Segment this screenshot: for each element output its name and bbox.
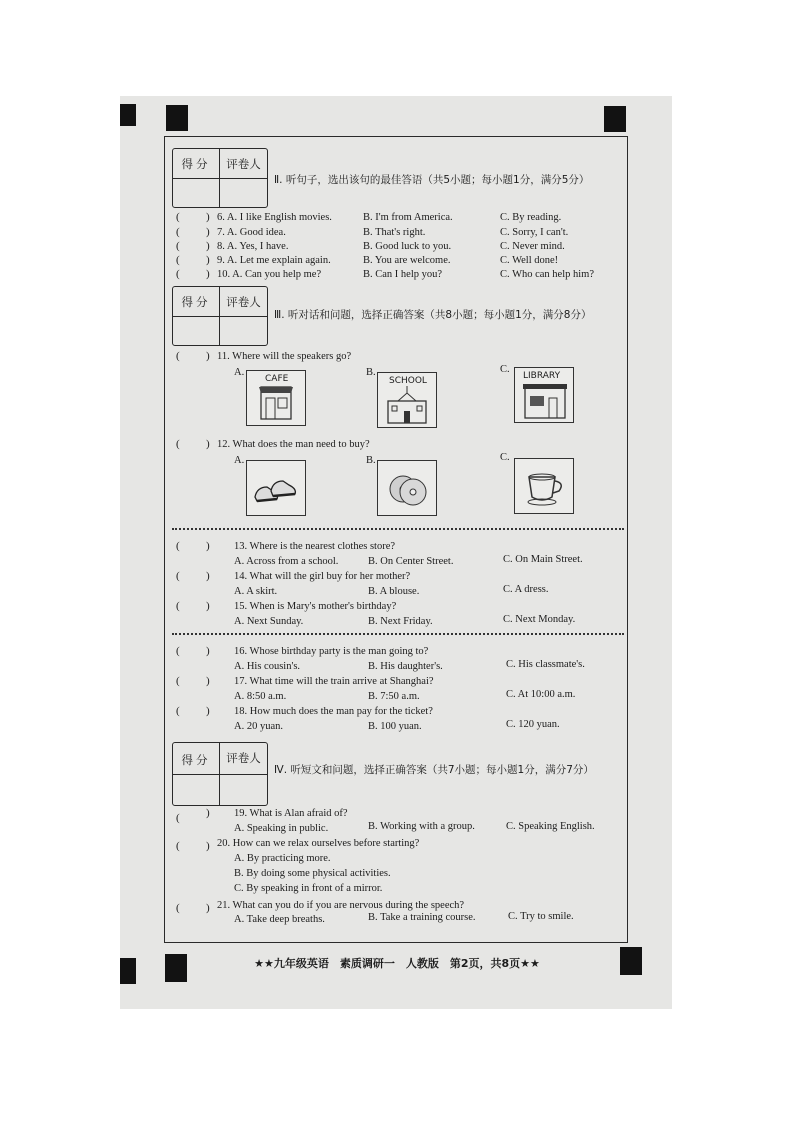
question-12 (176, 438, 616, 452)
question-15-option-b: B. Next Friday. (368, 616, 433, 627)
answer-bracket-close: ) (206, 226, 210, 238)
question-10 (176, 268, 616, 282)
question-6-option-b: B. I'm from America. (363, 212, 453, 223)
question-19-stem: 19. What is Alan afraid of? (234, 808, 348, 819)
answer-bracket-close: ) (206, 540, 210, 552)
question-7-option-a: 7. A. Good idea. (217, 227, 286, 238)
answer-bracket-open[interactable]: ( (176, 240, 180, 252)
question-9-option-c: C. Well done! (500, 255, 559, 266)
question-16-stem: 16. Whose birthday party is the man going to? (234, 646, 429, 657)
question-21-option-c: C. Try to smile. (508, 911, 574, 922)
answer-bracket-open[interactable]: ( (176, 812, 180, 824)
question-18-option-c: C. 120 yuan. (506, 719, 560, 730)
answer-bracket-close: ) (206, 268, 210, 280)
question-17 (176, 675, 616, 705)
library-picture[interactable] (514, 367, 574, 423)
score-label: 得分 (181, 295, 211, 309)
question-11-label-c: C. (500, 364, 510, 375)
cafe-picture[interactable] (246, 370, 306, 426)
answer-bracket-close: ) (206, 211, 210, 223)
question-12-label-c: C. (500, 452, 510, 463)
question-21-option-a: A. Take deep breaths. (234, 914, 325, 925)
answer-bracket-open[interactable]: ( (176, 600, 180, 612)
question-13-stem: 13. Where is the nearest clothes store? (234, 541, 396, 552)
question-11-label-b: B. (366, 367, 376, 378)
score-label: 得分 (181, 157, 211, 171)
school-sign: SCHOOL (389, 376, 427, 386)
question-17-option-b: B. 7:50 a.m. (368, 691, 420, 702)
question-19 (176, 807, 616, 837)
answer-bracket-close: ) (206, 705, 210, 717)
question-18-option-b: B. 100 yuan. (368, 721, 422, 732)
question-11-stem: 11. Where will the speakers go? (217, 351, 352, 362)
section-4-heading: Ⅳ. 听短文和问题，选择正确答案（共7小题；每小题1分，满分7分） (274, 764, 594, 776)
question-16 (176, 645, 616, 675)
page-footer: ★★九年级英语 素质调研一 人教版 第2页，共8页★★ (254, 957, 540, 970)
question-18-stem: 18. How much does the man pay for the ticket? (234, 706, 433, 717)
registration-mark-top-left-inner (166, 105, 188, 131)
question-20-option-a: A. By practicing more. (234, 853, 331, 864)
answer-bracket-close: ) (206, 350, 210, 362)
answer-bracket-close: ) (206, 807, 210, 819)
grader-label: 评卷人 (226, 157, 261, 171)
answer-bracket-open[interactable]: ( (176, 705, 180, 717)
question-9-option-a: 9. A. Let me explain again. (217, 255, 331, 266)
question-14 (176, 570, 616, 600)
question-21 (176, 899, 616, 929)
question-13 (176, 540, 616, 570)
answer-bracket-close: ) (206, 645, 210, 657)
answer-bracket-open[interactable]: ( (176, 438, 180, 450)
question-8-option-c: C. Never mind. (500, 241, 565, 252)
question-10-option-a: 10. A. Can you help me? (217, 269, 322, 280)
answer-bracket-open[interactable]: ( (176, 540, 180, 552)
score-box-section-3 (172, 286, 268, 346)
question-12-label-a: A. (234, 455, 245, 466)
grader-label: 评卷人 (226, 751, 261, 765)
question-6 (176, 211, 616, 225)
question-20-stem: 20. How can we relax ourselves before starting? (217, 838, 420, 849)
registration-mark-top-right (604, 106, 626, 132)
question-7 (176, 226, 616, 240)
question-20-option-c: C. By speaking in front of a mirror. (234, 883, 383, 894)
question-19-option-a: A. Speaking in public. (234, 823, 329, 834)
question-20 (176, 837, 616, 897)
question-18-option-a: A. 20 yuan. (234, 721, 283, 732)
question-19-option-b: B. Working with a group. (368, 821, 475, 832)
answer-bracket-open[interactable]: ( (176, 254, 180, 266)
score-box-section-2 (172, 148, 268, 208)
question-8-option-b: B. Good luck to you. (363, 241, 452, 252)
question-8 (176, 240, 616, 254)
question-19-option-c: C. Speaking English. (506, 821, 595, 832)
answer-bracket-open[interactable]: ( (176, 350, 180, 362)
cafe-sign: CAFE (265, 374, 289, 384)
question-6-option-a: 6. A. I like English movies. (217, 212, 332, 223)
question-9-option-b: B. You are welcome. (363, 255, 451, 266)
question-15-option-a: A. Next Sunday. (234, 616, 304, 627)
question-16-option-c: C. His classmate's. (506, 659, 585, 670)
answer-bracket-open[interactable]: ( (176, 211, 180, 223)
question-15-option-c: C. Next Monday. (503, 614, 576, 625)
question-13-option-c: C. On Main Street. (503, 554, 583, 565)
library-sign: LIBRARY (523, 371, 561, 381)
answer-bracket-open[interactable]: ( (176, 226, 180, 238)
score-label: 得分 (181, 753, 211, 767)
divider (172, 633, 624, 635)
question-6-option-c: C. By reading. (500, 212, 562, 223)
answer-bracket-close: ) (206, 254, 210, 266)
answer-bracket-close: ) (206, 240, 210, 252)
question-16-option-a: A. His cousin's. (234, 661, 301, 672)
school-picture[interactable] (377, 372, 437, 428)
answer-bracket-open[interactable]: ( (176, 570, 180, 582)
answer-bracket-open[interactable]: ( (176, 902, 180, 914)
divider (172, 528, 624, 530)
question-21-stem: 21. What can you do if you are nervous during the speech? (217, 900, 465, 911)
question-15 (176, 600, 616, 630)
registration-mark-top-left (120, 104, 136, 126)
question-17-option-a: A. 8:50 a.m. (234, 691, 287, 702)
question-18 (176, 705, 616, 735)
question-7-option-b: B. That's right. (363, 227, 426, 238)
grader-label: 评卷人 (226, 295, 261, 309)
question-14-option-b: B. A blouse. (368, 586, 420, 597)
answer-bracket-open[interactable]: ( (176, 268, 180, 280)
shoes-picture[interactable] (246, 460, 306, 516)
section-2-heading: Ⅱ. 听句子，选出该句的最佳答语（共5小题；每小题1分，满分5分） (274, 174, 590, 186)
question-20-option-b: B. By doing some physical activities. (234, 868, 391, 879)
question-8-option-a: 8. A. Yes, I have. (217, 241, 289, 252)
answer-bracket-open[interactable]: ( (176, 645, 180, 657)
question-13-option-a: A. Across from a school. (234, 556, 339, 567)
answer-bracket-close: ) (206, 840, 210, 852)
answer-bracket-close: ) (206, 600, 210, 612)
question-17-option-c: C. At 10:00 a.m. (506, 689, 576, 700)
question-11 (176, 350, 616, 364)
question-14-option-a: A. A skirt. (234, 586, 278, 597)
section-3-heading: Ⅲ. 听对话和问题，选择正确答案（共8小题；每小题1分，满分8分） (274, 309, 592, 321)
answer-bracket-close: ) (206, 438, 210, 450)
answer-bracket-open[interactable]: ( (176, 840, 180, 852)
answer-bracket-close: ) (206, 902, 210, 914)
score-box-section-4 (172, 742, 268, 806)
question-17-stem: 17. What time will the train arrive at Shanghai? (234, 676, 434, 687)
answer-bracket-close: ) (206, 675, 210, 687)
question-10-option-c: C. Who can help him? (500, 269, 594, 280)
answer-bracket-close: ) (206, 570, 210, 582)
answer-bracket-open[interactable]: ( (176, 675, 180, 687)
question-12-stem: 12. What does the man need to buy? (217, 439, 370, 450)
question-15-stem: 15. When is Mary's mother's birthday? (234, 601, 397, 612)
question-14-stem: 14. What will the girl buy for her mother? (234, 571, 411, 582)
question-13-option-b: B. On Center Street. (368, 556, 454, 567)
question-11-label-a: A. (234, 367, 245, 378)
question-9 (176, 254, 616, 268)
question-12-label-b: B. (366, 455, 376, 466)
question-14-option-c: C. A dress. (503, 584, 549, 595)
cup-picture[interactable] (514, 458, 574, 514)
question-21-option-b: B. Take a training course. (368, 912, 476, 923)
cds-picture[interactable] (377, 460, 437, 516)
question-7-option-c: C. Sorry, I can't. (500, 227, 569, 238)
question-10-option-b: B. Can I help you? (363, 269, 443, 280)
question-16-option-b: B. His daughter's. (368, 661, 443, 672)
